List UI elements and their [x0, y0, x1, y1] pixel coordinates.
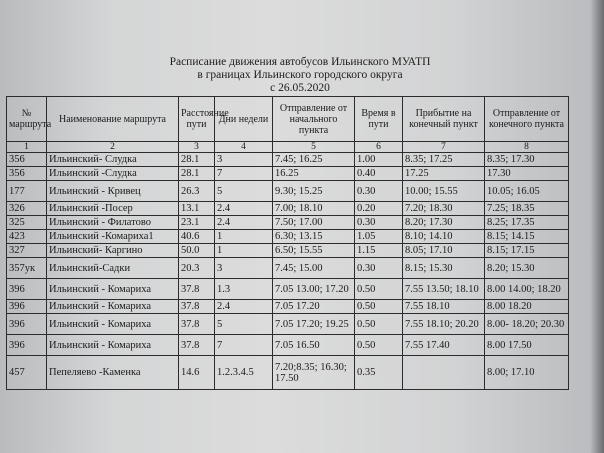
column-number: 2: [47, 142, 179, 153]
cell-distance: 28.1: [179, 153, 215, 167]
cell-travel-time: 0.30: [355, 216, 403, 230]
cell-route-number: 177: [7, 181, 47, 202]
table-row: [7, 335, 569, 356]
cell-days: 1.3: [215, 279, 273, 300]
table-row: [7, 202, 569, 216]
cell-return-departure: 8.35; 17.30: [485, 153, 569, 167]
cell-days: 2.4: [215, 202, 273, 216]
header-route-name: Наименование маршрута: [47, 97, 179, 142]
cell-route-number: 356: [7, 153, 47, 167]
table-row: [7, 300, 569, 314]
cell-route-name: Ильинский -Посер: [47, 202, 179, 216]
cell-distance: 14.6: [179, 356, 215, 390]
cell-route-name: Ильинский-Садки: [47, 258, 179, 279]
cell-route-name: Ильинский- Слудка: [47, 153, 179, 167]
column-number: 1: [7, 142, 47, 153]
table-row: [7, 230, 569, 244]
header-return-departure: Отправление от конечного пункта: [485, 97, 569, 142]
cell-return-departure: 10.05; 16.05: [485, 181, 569, 202]
cell-departure: 7.20;8.35; 16.30; 17.50: [273, 356, 355, 390]
cell-route-number: 396: [7, 300, 47, 314]
header-arrival: Прибытие на конечный пункт: [403, 97, 485, 142]
cell-departure: 7.05 17.20: [273, 300, 355, 314]
cell-route-name: Ильинский - Филатово: [47, 216, 179, 230]
table-row: [7, 181, 569, 202]
cell-distance: 37.8: [179, 314, 215, 335]
cell-route-number: 396: [7, 335, 47, 356]
cell-return-departure: 8.20; 15.30: [485, 258, 569, 279]
cell-route-name: Ильинский - Комариха: [47, 335, 179, 356]
cell-departure: 7.45; 15.00: [273, 258, 355, 279]
cell-route-name: Ильинский - Кривец: [47, 181, 179, 202]
cell-route-number: 457: [7, 356, 47, 390]
cell-days: 5: [215, 181, 273, 202]
cell-route-name: Ильинский - Комариха: [47, 314, 179, 335]
column-number: 7: [403, 142, 485, 153]
cell-arrival: 7.20; 18.30: [403, 202, 485, 216]
cell-distance: 50.0: [179, 244, 215, 258]
cell-departure: 7.05 16.50: [273, 335, 355, 356]
header-route-number: № маршрута: [7, 97, 47, 142]
cell-travel-time: 1.15: [355, 244, 403, 258]
cell-distance: 40.6: [179, 230, 215, 244]
cell-return-departure: 8.00 14.00; 18.20: [485, 279, 569, 300]
cell-arrival: 7.55 18.10; 20.20: [403, 314, 485, 335]
schedule-table: [6, 96, 569, 390]
cell-travel-time: 0.35: [355, 356, 403, 390]
cell-return-departure: 8.00 17.50: [485, 335, 569, 356]
cell-arrival: [403, 356, 485, 390]
cell-route-number: 326: [7, 202, 47, 216]
cell-days: 2.4: [215, 216, 273, 230]
table-row: [7, 153, 569, 167]
cell-distance: 37.8: [179, 300, 215, 314]
cell-arrival: 10.00; 15.55: [403, 181, 485, 202]
cell-distance: 37.8: [179, 279, 215, 300]
cell-route-number: 396: [7, 279, 47, 300]
cell-days: 1: [215, 244, 273, 258]
header-row: [7, 97, 569, 142]
cell-travel-time: 1.05: [355, 230, 403, 244]
table-row: [7, 216, 569, 230]
cell-return-departure: 7.25; 18.35: [485, 202, 569, 216]
cell-travel-time: 0.30: [355, 181, 403, 202]
cell-days: 7: [215, 167, 273, 181]
header-distance: Расстояние пути: [179, 97, 215, 142]
cell-route-name: Ильинский- Каргино: [47, 244, 179, 258]
cell-route-name: Ильинский -Комариха1: [47, 230, 179, 244]
cell-departure: 6.30; 13.15: [273, 230, 355, 244]
cell-route-number: 325: [7, 216, 47, 230]
header-travel-time: Время в пути: [355, 97, 403, 142]
cell-return-departure: 8.25; 17.35: [485, 216, 569, 230]
cell-route-number: 357ук: [7, 258, 47, 279]
table-row: [7, 244, 569, 258]
cell-departure: 6.50; 15.55: [273, 244, 355, 258]
cell-travel-time: 0.20: [355, 202, 403, 216]
cell-return-departure: 17.30: [485, 167, 569, 181]
cell-departure: 7.05 13.00; 17.20: [273, 279, 355, 300]
cell-departure: 7.45; 16.25: [273, 153, 355, 167]
title-line-3: с 26.05.2020: [270, 82, 330, 94]
cell-travel-time: 0.50: [355, 279, 403, 300]
table-row: [7, 167, 569, 181]
title-line-2: в границах Ильинского городского округа: [197, 69, 403, 81]
schedule-title: [120, 56, 480, 95]
column-number: 3: [179, 142, 215, 153]
cell-departure: 7.00; 18.10: [273, 202, 355, 216]
cell-distance: 20.3: [179, 258, 215, 279]
cell-arrival: 8.35; 17.25: [403, 153, 485, 167]
header-days: Дни недели: [215, 97, 273, 142]
cell-travel-time: 0.50: [355, 300, 403, 314]
cell-distance: 37.8: [179, 335, 215, 356]
cell-arrival: 7.55 17.40: [403, 335, 485, 356]
column-number-row: [7, 142, 569, 153]
header-departure: Отправление от начального пункта: [273, 97, 355, 142]
cell-route-number: 423: [7, 230, 47, 244]
column-number: 4: [215, 142, 273, 153]
cell-days: 1: [215, 230, 273, 244]
cell-distance: 13.1: [179, 202, 215, 216]
cell-days: 2.4: [215, 300, 273, 314]
cell-arrival: 8.15; 15.30: [403, 258, 485, 279]
cell-distance: 28.1: [179, 167, 215, 181]
cell-route-name: Пепеляево -Каменка: [47, 356, 179, 390]
table-row: [7, 356, 569, 390]
cell-distance: 23.1: [179, 216, 215, 230]
cell-departure: 16.25: [273, 167, 355, 181]
cell-route-number: 396: [7, 314, 47, 335]
cell-travel-time: 0.50: [355, 314, 403, 335]
cell-route-number: 327: [7, 244, 47, 258]
cell-route-number: 356: [7, 167, 47, 181]
cell-distance: 26.3: [179, 181, 215, 202]
cell-arrival: 7.55 18.10: [403, 300, 485, 314]
cell-travel-time: 0.50: [355, 335, 403, 356]
cell-return-departure: 8.00- 18.20; 20.30: [485, 314, 569, 335]
cell-travel-time: 1.00: [355, 153, 403, 167]
cell-return-departure: 8.15; 17.15: [485, 244, 569, 258]
cell-travel-time: 0.30: [355, 258, 403, 279]
cell-return-departure: 8.00 18.20: [485, 300, 569, 314]
cell-days: 5: [215, 314, 273, 335]
cell-days: 3: [215, 153, 273, 167]
column-number: 8: [485, 142, 569, 153]
cell-route-name: Ильинский - Комариха: [47, 279, 179, 300]
cell-route-name: Ильинский - Комариха: [47, 300, 179, 314]
cell-arrival: 8.20; 17.30: [403, 216, 485, 230]
schedule-rows: [7, 153, 569, 390]
cell-return-departure: 8.00; 17.10: [485, 356, 569, 390]
column-number: 5: [273, 142, 355, 153]
table-row: [7, 258, 569, 279]
cell-travel-time: 0.40: [355, 167, 403, 181]
page-edge-shadow: [590, 0, 604, 453]
cell-arrival: 8.05; 17.10: [403, 244, 485, 258]
cell-arrival: 8.10; 14.10: [403, 230, 485, 244]
cell-arrival: 17.25: [403, 167, 485, 181]
cell-days: 3: [215, 258, 273, 279]
title-line-1: Расписание движения автобусов Ильинского МУАТП: [169, 56, 431, 68]
table-row: [7, 279, 569, 300]
cell-departure: 7.50; 17.00: [273, 216, 355, 230]
cell-route-name: Ильинский -Слудка: [47, 167, 179, 181]
cell-days: 1.2.3.4.5: [215, 356, 273, 390]
cell-arrival: 7.55 13.50; 18.10: [403, 279, 485, 300]
cell-return-departure: 8.15; 14.15: [485, 230, 569, 244]
cell-days: 7: [215, 335, 273, 356]
cell-departure: 9.30; 15.25: [273, 181, 355, 202]
table-row: [7, 314, 569, 335]
column-number: 6: [355, 142, 403, 153]
cell-departure: 7.05 17.20; 19.25: [273, 314, 355, 335]
